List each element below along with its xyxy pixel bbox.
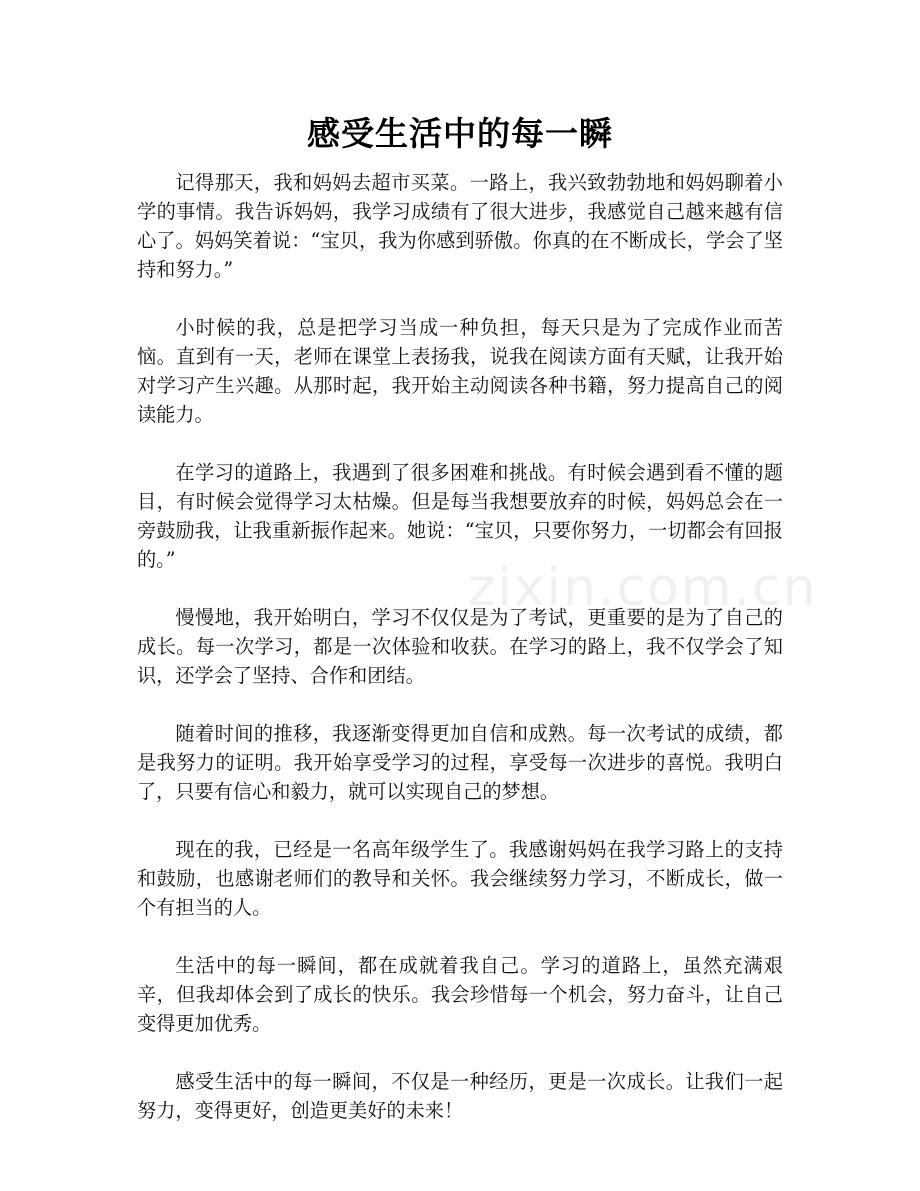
paragraph: 生活中的每一瞬间，都在成就着我自己。学习的道路上，虽然充满艰辛，但我却体会到了成长的快乐。我会珍惜每一个机会，努力奋斗，让自己变得更加优秀。 [137,954,783,1035]
paragraph: 感受生活中的每一瞬间，不仅是一种经历，更是一次成长。让我们一起努力，变得更好，创造更美好的未来！ [137,1070,783,1122]
paragraph: 现在的我，已经是一名高年级学生了。我感谢妈妈在我学习路上的支持和鼓励，也感谢老师们的教导和关怀。我会继续努力学习，不断成长，做一个有担当的人。 [137,838,783,919]
paragraph: 小时候的我，总是把学习当成一种负担，每天只是为了完成作业而苦恼。直到有一天，老师在课堂上表扬我，说我在阅读方面有天赋，让我开始对学习产生兴趣。从那时起，我开始主动阅读各种书籍，努力提高自己的阅读能力。 [137,316,783,426]
paragraph: 记得那天，我和妈妈去超市买菜。一路上，我兴致勃勃地和妈妈聊着小学的事情。我告诉妈妈，我学习成绩有了很大进步，我感觉自己越来越有信心了。妈妈笑着说：“宝贝，我为你感到骄傲。你真的在不断成长，学会了坚持和努力。” [137,171,783,281]
paragraph: 在学习的道路上，我遇到了很多困难和挑战。有时候会遇到看不懂的题目，有时候会觉得学习太枯燥。但是每当我想要放弃的时候，妈妈总会在一旁鼓励我，让我重新振作起来。她说：“宝贝，只要你努力，一切都会有回报的。” [137,461,783,571]
paragraph: 随着时间的推移，我逐渐变得更加自信和成熟。每一次考试的成绩，都是我努力的证明。我开始享受学习的过程，享受每一次进步的喜悦。我明白了，只要有信心和毅力，就可以实现自己的梦想。 [137,722,783,803]
document-body [137,168,783,1154]
watermark: zixin.com.cn [468,558,818,618]
paragraph: 慢慢地，我开始明白，学习不仅仅是为了考试，更重要的是为了自己的成长。每一次学习，都是一次体验和收获。在学习的路上，我不仅学会了知识，还学会了坚持、合作和团结。 [137,606,783,687]
document-title: 感受生活中的每一瞬 [307,114,613,153]
